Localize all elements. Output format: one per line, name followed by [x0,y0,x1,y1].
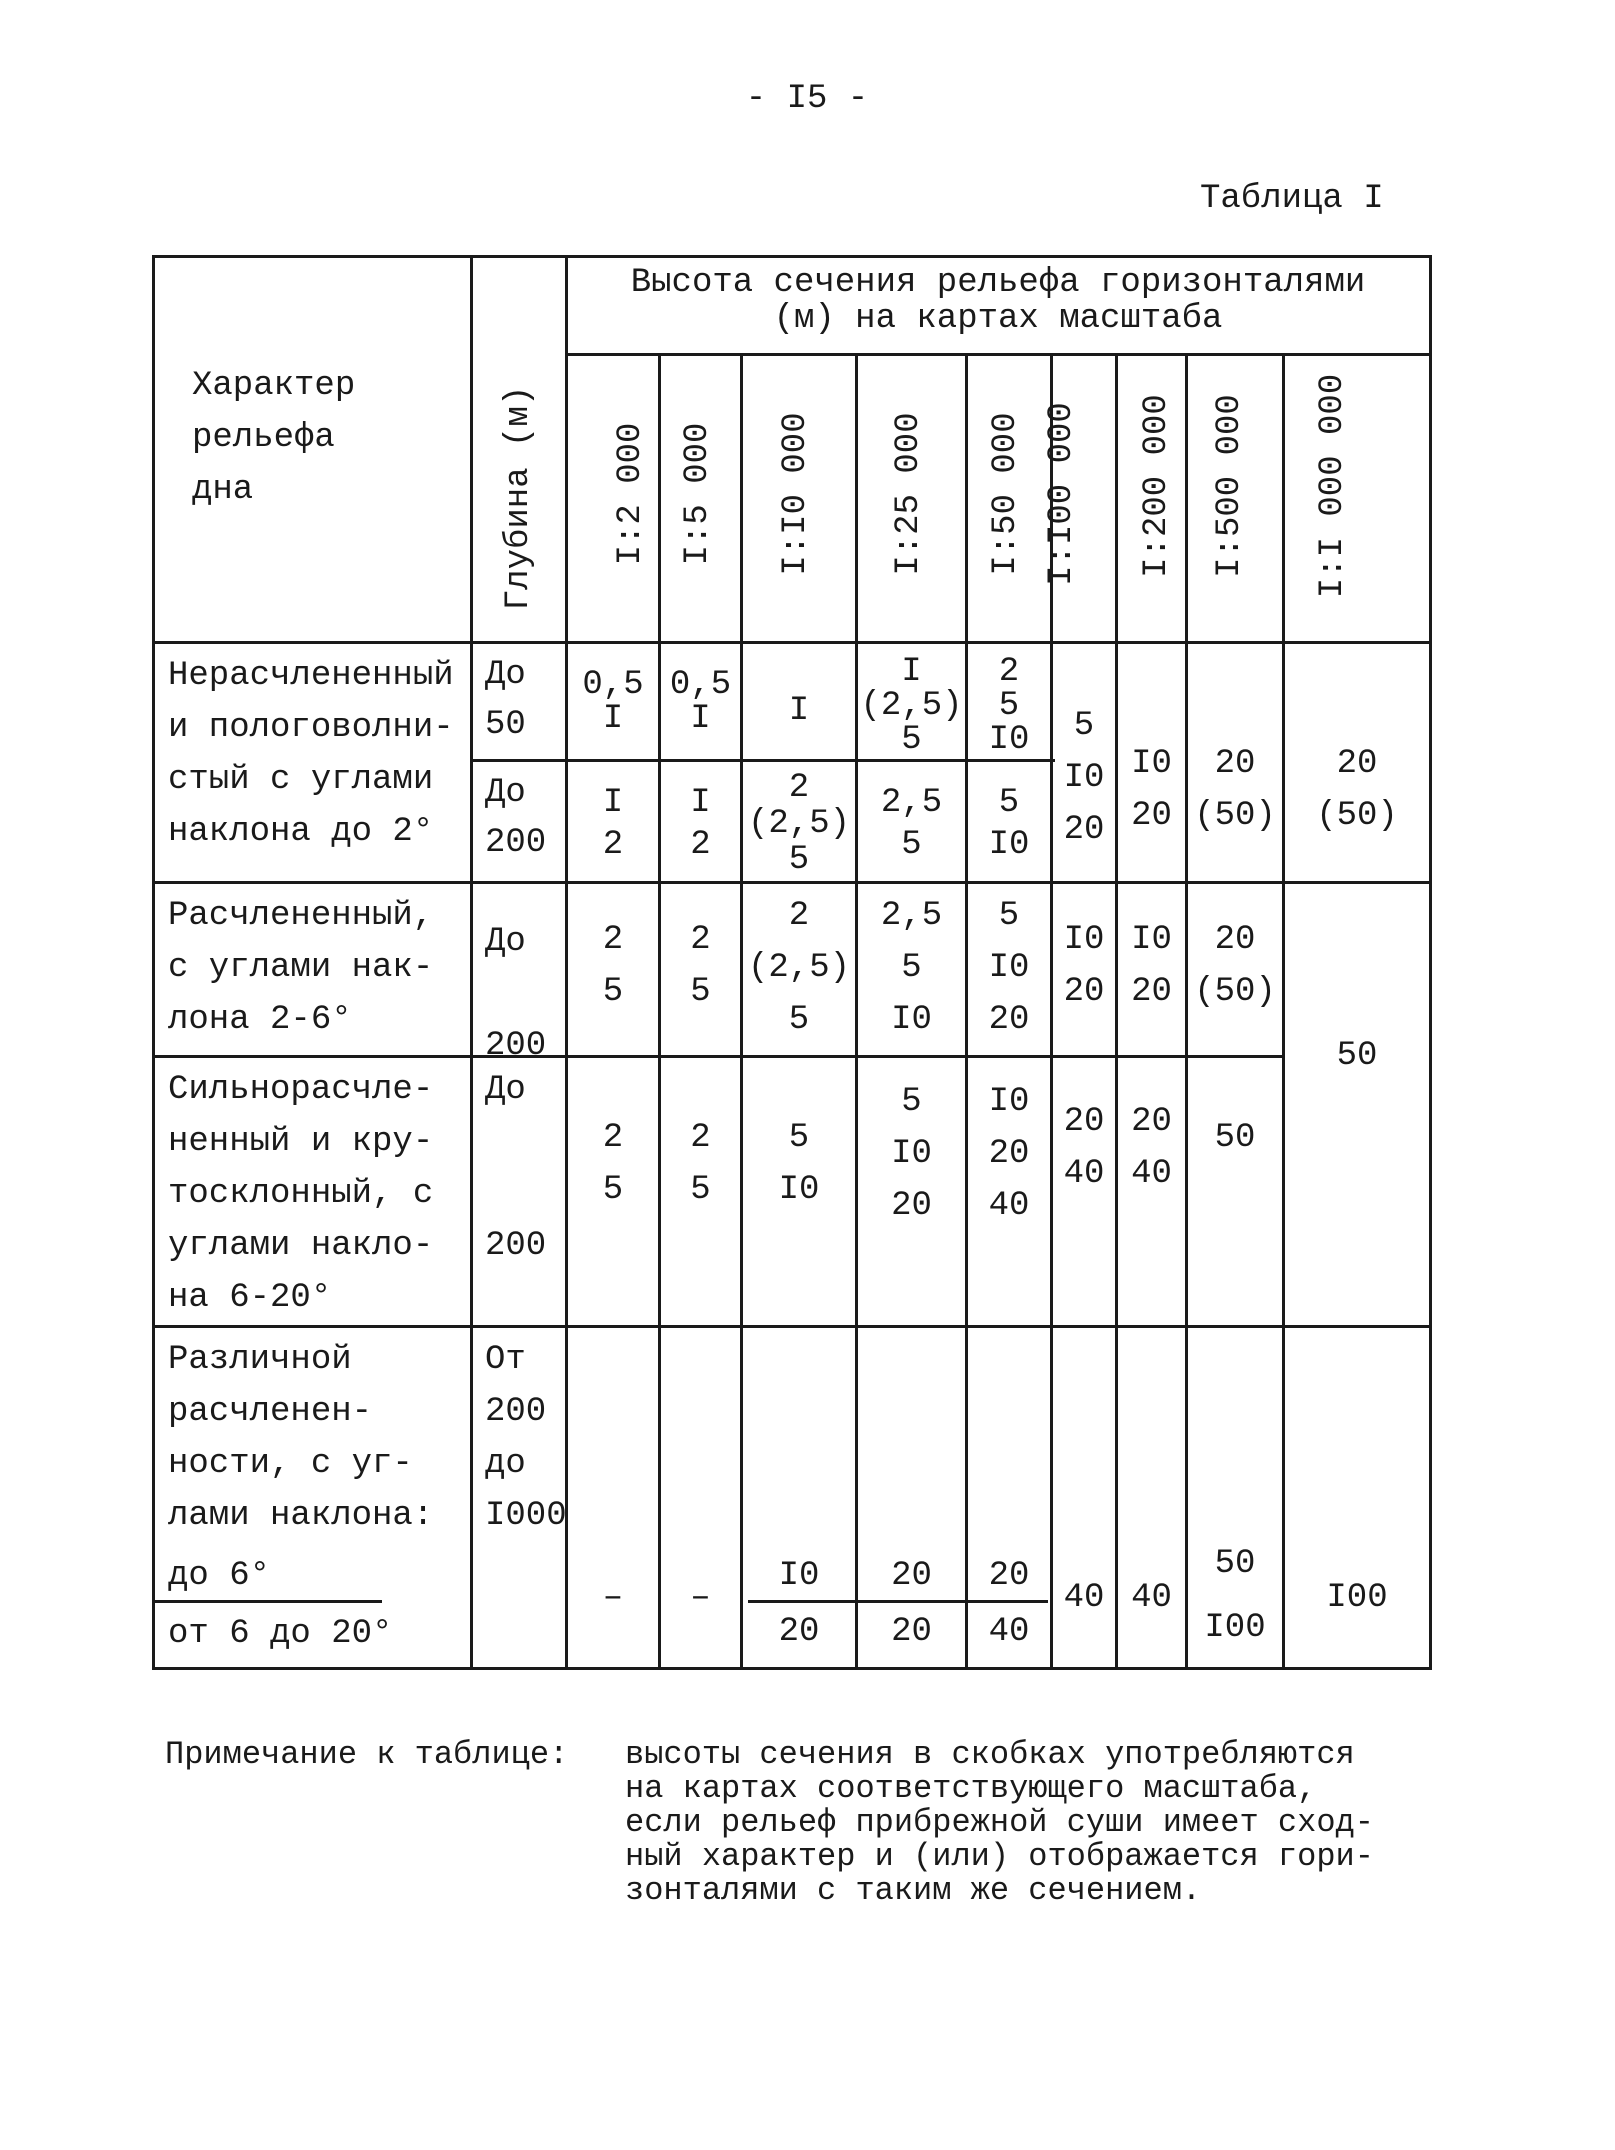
row3-cell-100000: 20 40 [1063,1103,1105,1193]
row4-relief-name: Различной расчленен- ности, с уг- лами наклона: [168,1341,434,1535]
row3-cell-10000: 5 I0 [778,1119,820,1209]
row3-cell-500000: 50 [1214,1119,1256,1157]
header-scale-10000: I:I0 000 [777,412,815,576]
row1a-cell-50000: 2 5 I0 [988,653,1030,759]
row3-depth: До 200 [485,1071,547,1265]
row3-relief-name: Сильнорасчле- ненный и кру- тосклонный, с углами накло- на 6-20° [168,1071,434,1317]
row3-cell-2000: 2 5 [602,1119,624,1209]
row2-relief-name: Расчлененный, с углами нак- лона 2-6° [168,897,434,1039]
header-depth: Глубина (м) [500,385,538,611]
row1b-cell-2000: I 2 [602,784,624,864]
header-scale-100000: I:I00 000 [1043,402,1081,586]
row2-cell-10000: 2 (2,5) 5 [747,897,851,1039]
row1-depth-200: До 200 [485,774,547,862]
row4-cell-1000000: I00 [1326,1579,1388,1617]
row2-cell-2000: 2 5 [602,921,624,1011]
header-scale-5000: I:5 000 [679,422,717,566]
header-scale-500000: I:500 000 [1211,394,1249,578]
row2-cell-25000: 2,5 5 I0 [880,897,943,1039]
row23-cell-1000000: 50 [1336,1037,1378,1075]
row1-relief-name: Нерасчлененный и пологоволни- стый с углами наклона до 2° [168,657,454,851]
header-scale-1000000: I:I 000 000 [1314,373,1352,599]
header-scale-25000: I:25 000 [890,412,928,576]
row4-depth: От 200 до I000 [485,1341,567,1535]
row1a-cell-25000: I (2,5) 5 [860,653,963,759]
row2-depth: До 200 [485,923,547,1065]
row3-cell-5000: 2 5 [690,1119,711,1209]
row1-cell-500000: 20 (50) [1194,745,1276,835]
row2-cell-200000: I0 20 [1131,921,1172,1011]
row4-cell-5000: – [690,1579,711,1617]
row3-cell-50000: I0 20 40 [988,1083,1030,1225]
row1a-cell-10000: I [788,692,810,730]
row1b-cell-25000: 2,5 5 [880,784,943,864]
header-section-height: Высота сечения рельефа горизонталями (м) на картах масштаба [630,264,1366,338]
table-label: Таблица I [1200,180,1384,218]
header-scale-200000: I:200 000 [1138,394,1176,578]
row4-cell-25000: 20 20 [891,1557,932,1651]
page-number: - I5 - [745,80,869,118]
row1-cell-200000: I0 20 [1131,745,1172,835]
row4-cell-100000: 40 [1063,1579,1105,1617]
row2-cell-100000: I0 20 [1063,921,1105,1011]
row2-cell-500000: 20 (50) [1194,921,1276,1011]
note-label: Примечание к таблице: [165,1736,569,1773]
row1-cell-1000000: 20 (50) [1316,745,1398,835]
row1b-cell-10000: 2 (2,5) 5 [747,769,851,879]
note-text: высоты сечения в скобках употребляются на картах соответствующего масштаба, если рельеф прибрежной суши имеет сход- ный характер и (или) отображается гори- зонталями с таким же сечением. [625,1736,1374,1909]
row1b-cell-50000: 5 I0 [988,784,1030,864]
row4-cell-10000: I0 20 [778,1557,820,1651]
row4-cell-200000: 40 [1131,1579,1172,1617]
row3-cell-25000: 5 I0 20 [891,1083,932,1225]
row4-subrow-to-6: до 6° [168,1557,271,1595]
row4-subrow-6-to-20: от 6 до 20° [168,1615,393,1653]
row1a-cell-2000: 0,5 I [582,666,644,738]
row4-cell-2000: – [602,1579,624,1617]
row1-cell-100000: 5 I0 20 [1063,707,1105,849]
row3-cell-200000: 20 40 [1131,1103,1172,1193]
row1b-cell-5000: I 2 [690,784,711,864]
row1a-cell-5000: 0,5 I [669,666,732,738]
row2-cell-5000: 2 5 [690,921,711,1011]
row2-cell-50000: 5 I0 20 [988,897,1030,1039]
header-relief-character: Характер рельефа дна [192,367,356,509]
header-scale-50000: I:50 000 [987,412,1025,576]
row4-cell-500000: 50 I00 [1204,1545,1266,1647]
header-scale-2000: I:2 000 [612,422,650,566]
row1-depth-50: До 50 [485,656,526,744]
row4-cell-50000: 20 40 [988,1557,1030,1651]
